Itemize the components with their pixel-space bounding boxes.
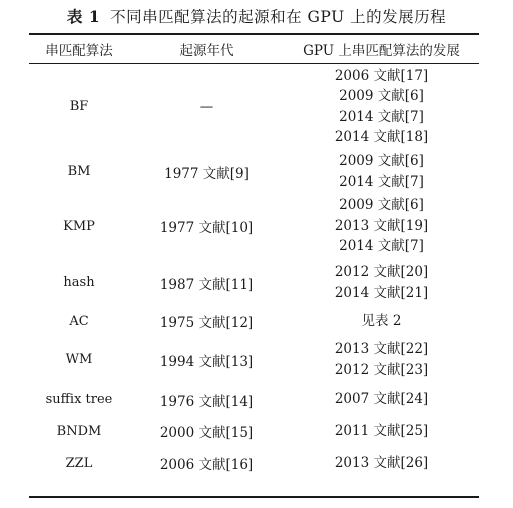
algorithm-cell: BM [67,164,91,179]
table-row [29,416,479,446]
gpu-reference: 2014 文献[18] [334,129,429,145]
gpu-reference: 2009 文献[6] [339,88,424,104]
gpu-reference: 2014 文献[7] [339,238,424,255]
algorithm-cell: BNDM [56,423,102,439]
gpu-development-cell [284,193,479,259]
gpu-reference: 2006 文献[17] [334,67,429,84]
header-row [29,34,479,63]
algorithm-cell: suffix tree [45,392,113,407]
algorithm-cell: KMP [63,218,95,234]
table-row [29,446,479,480]
origin-cell: 1977 文献[10] [159,220,254,236]
table-row [29,63,479,150]
gpu-reference: 2009 文献[6] [339,197,424,214]
gpu-reference: 2013 文献[26] [334,454,429,471]
algorithm-cell: AC [69,313,89,329]
table-row [29,336,479,383]
origin-cell: — [199,98,214,115]
gpu-reference: 2014 文献[7] [339,108,424,125]
origin-cell: 1976 文献[14] [159,393,254,410]
table-caption [0,5,513,27]
gpu-reference: 见表 2 [361,312,402,329]
header-gpu-development: GPU 上串匹配算法的发展 [303,42,460,59]
gpu-reference: 2014 文献[7] [339,173,424,190]
gpu-development-cell [284,150,479,193]
origin-cell: 2000 文献[15] [159,425,254,441]
origin-cell: 1994 文献[13] [159,353,254,370]
gpu-development-cell [284,63,479,150]
origin-cell: 1977 文献[9] [164,165,249,182]
table-title: 不同串匹配算法的起源和在 GPU 上的发展历程 [110,8,447,26]
origin-cell: 1987 文献[11] [159,276,254,293]
algorithm-cell: BF [69,99,89,114]
table-row [29,150,479,193]
algorithm-table [29,34,479,480]
gpu-reference: 2013 文献[19] [334,217,429,234]
table-row [29,193,479,259]
gpu-reference: 2009 文献[6] [339,153,424,169]
gpu-reference: 2007 文献[24] [334,391,429,408]
gpu-reference: 2012 文献[23] [334,361,429,378]
gpu-development-cell [284,336,479,383]
gpu-development-cell [284,446,479,480]
gpu-development-cell [284,259,479,306]
origin-cell: 1975 文献[12] [159,315,254,331]
gpu-development-cell [284,306,479,336]
gpu-reference: 2011 文献[25] [334,422,429,439]
gpu-reference: 2014 文献[21] [334,284,429,301]
bottom-rule [29,496,479,498]
table-row [29,383,479,416]
table-number: 表 1 [66,7,101,26]
gpu-reference: 2012 文献[20] [334,264,429,280]
origin-cell: 2006 文献[16] [159,457,254,473]
header-origin: 起源年代 [179,42,234,59]
header-algorithm: 串匹配算法 [45,42,113,59]
algorithm-cell: ZZL [65,455,93,471]
table-row [29,306,479,336]
table-body [29,63,479,480]
gpu-development-cell [284,383,479,416]
algorithm-cell: hash [63,275,95,290]
gpu-development-cell [284,416,479,446]
algorithm-cell: WM [65,352,93,367]
table-row [29,259,479,306]
gpu-reference: 2013 文献[22] [334,341,429,357]
